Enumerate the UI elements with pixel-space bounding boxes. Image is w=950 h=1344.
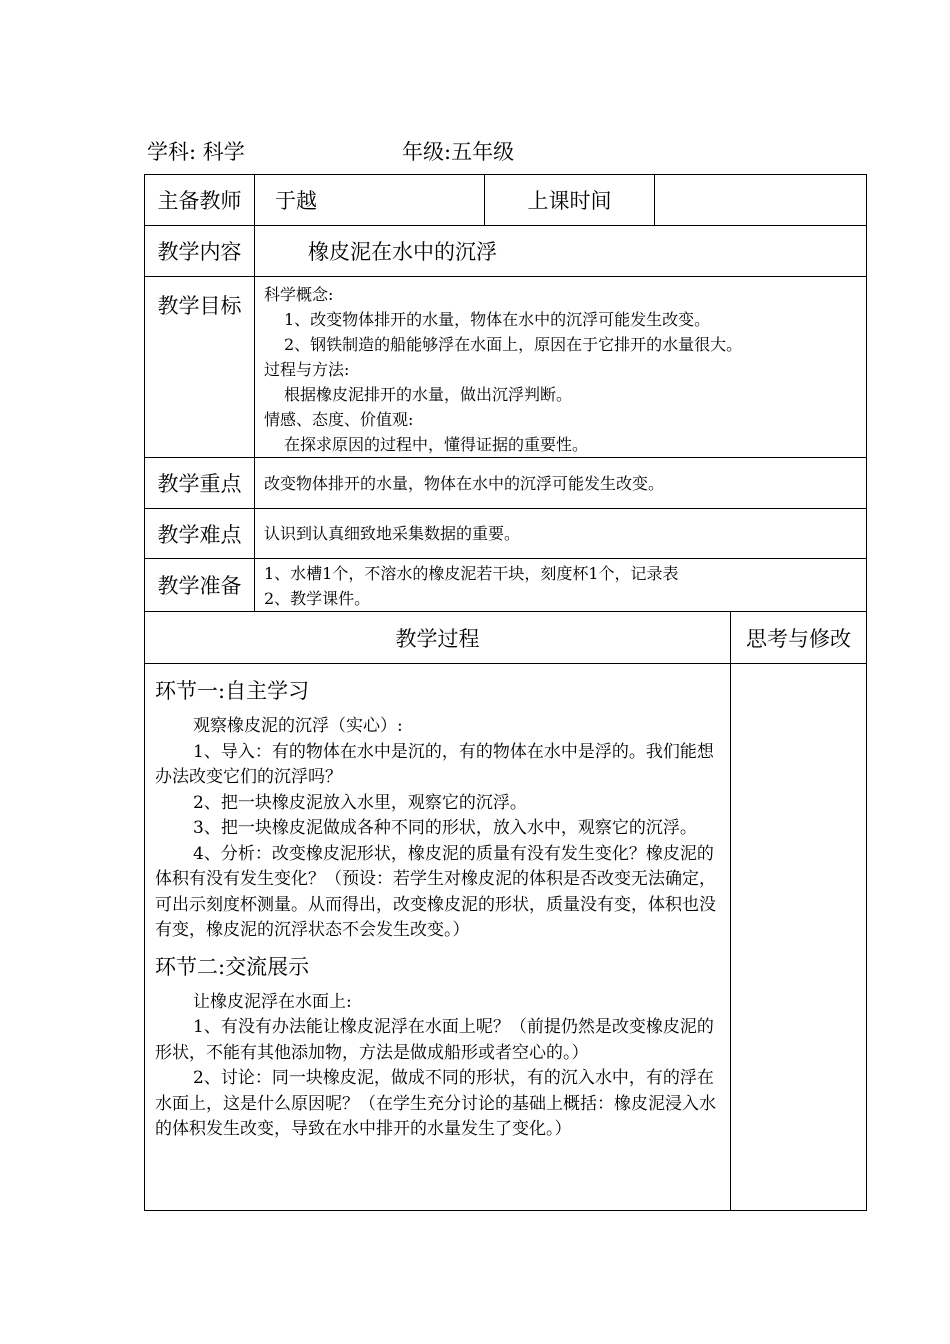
goal-line: 科学概念:	[264, 285, 334, 304]
lead-teacher-label: 主备教师	[145, 175, 255, 226]
goals-content	[255, 277, 867, 458]
process-paragraph: 4、分析：改变橡皮泥形状，橡皮泥的质量有没有发生变化？橡皮泥的体积有没有发生变化？（预设：若学生对橡皮泥的体积是否改变无法确定，可出示刻度杯测量。从而得出，改变橡皮泥的形状，质量没有变，体积也没有变，橡皮泥的沉浮状态不会发生改变。）	[155, 843, 716, 940]
reflection-header: 思考与修改	[731, 612, 867, 664]
row-preparation	[145, 559, 867, 612]
preparation-content	[255, 559, 867, 612]
key-point-value: 改变物体排开的水量，物体在水中的沉浮可能发生改变。	[255, 458, 867, 509]
difficulty-value: 认识到认真细致地采集数据的重要。	[255, 509, 867, 559]
row-content	[145, 226, 867, 277]
class-time-label: 上课时间	[485, 175, 655, 226]
goal-line: 情感、态度、价值观:	[264, 410, 414, 429]
lesson-plan-table	[144, 174, 867, 1211]
row-teacher	[145, 175, 867, 226]
process-paragraph: 2、把一块橡皮泥放入水里，观察它的沉浮。	[193, 792, 527, 813]
lead-teacher-value: 于越	[255, 175, 485, 226]
goal-line: 2、钢铁制造的船能够浮在水面上，原因在于它排开的水量很大。	[284, 335, 743, 354]
process-header: 教学过程	[145, 612, 731, 664]
class-time-value	[655, 175, 867, 226]
process-paragraph: 1、导入：有的物体在水中是沉的，有的物体在水中是浮的。我们能想办法改变它们的沉浮吗？	[155, 741, 714, 787]
goal-line: 在探求原因的过程中，懂得证据的重要性。	[284, 435, 589, 454]
goal-line: 过程与方法:	[264, 360, 350, 379]
reflection-body	[731, 664, 867, 1211]
content-label: 教学内容	[145, 226, 255, 277]
section-two-title: 环节二:交流展示	[155, 954, 310, 979]
process-paragraph: 2、讨论：同一块橡皮泥，做成不同的形状，有的沉入水中，有的浮在水面上，这是什么原因呢？（在学生充分讨论的基础上概括：橡皮泥浸入水的体积发生改变，导致在水中排开的水量发生了变化。）	[155, 1068, 716, 1139]
grade-label: 年级:五年级	[402, 140, 515, 164]
row-process-header	[145, 612, 867, 664]
goals-label: 教学目标	[145, 277, 255, 458]
section-one-title: 环节一:自主学习	[155, 679, 310, 703]
preparation-line: 1、水槽1个，不溶水的橡皮泥若干块，刻度杯1个，记录表	[264, 564, 679, 583]
goal-line: 1、改变物体排开的水量，物体在水中的沉浮可能发生改变。	[284, 310, 711, 329]
preparation-line: 2、教学课件。	[264, 589, 371, 608]
difficulty-label: 教学难点	[145, 509, 255, 559]
key-point-label: 教学重点	[145, 458, 255, 509]
preparation-label: 教学准备	[145, 559, 255, 612]
row-key-point	[145, 458, 867, 509]
content-value: 橡皮泥在水中的沉浮	[255, 226, 867, 277]
process-paragraph: 让橡皮泥浮在水面上:	[193, 991, 352, 1012]
process-paragraph: 3、把一块橡皮泥做成各种不同的形状，放入水中，观察它的沉浮。	[193, 818, 697, 838]
row-difficulty	[145, 509, 867, 559]
process-paragraph: 1、有没有办法能让橡皮泥浮在水面上呢？（前提仍然是改变橡皮泥的形状，不能有其他添加物，方法是做成船形或者空心的。）	[155, 1017, 714, 1063]
row-process-body	[145, 664, 867, 1211]
subject-label: 学科: 科学	[147, 140, 245, 164]
process-body	[145, 664, 731, 1211]
row-goals	[145, 277, 867, 458]
process-paragraph: 观察橡皮泥的沉浮（实心）:	[193, 716, 403, 736]
goal-line: 根据橡皮泥排开的水量，做出沉浮判断。	[284, 385, 573, 404]
